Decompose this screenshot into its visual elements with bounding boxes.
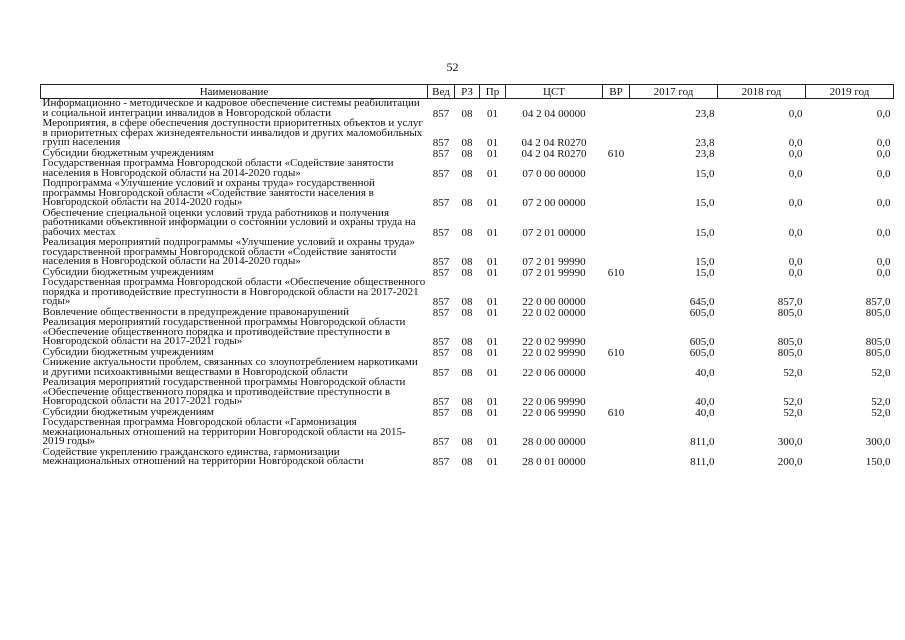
row-ved: 857 [432,296,450,308]
row-cst: 22 0 06 99990 [522,396,586,408]
row-rz: 08 [461,296,473,308]
row-2017: 15,0 [695,266,715,279]
row-vr [603,119,630,149]
row-rz: 08 [461,256,473,268]
row-name: Содействие укреплению гражданского единства, гармонизации межнациональных отношений на территории Новгородской области [42,445,364,467]
row-2019: 0,0 [876,266,891,279]
row-name: Государственная программа Новгородской области «Гармонизация межнациональных отношений на территории Новгородской области на 2015-2019 годы» [42,416,406,447]
row-2019: 805,0 [865,346,891,359]
row-2017: 40,0 [695,396,715,408]
header-cst: ЦСТ [506,85,603,99]
table-row [41,99,894,120]
header-pr: Пр [480,85,506,99]
row-pr: 01 [487,436,498,448]
row-pr: 01 [487,266,498,279]
row-ved: 857 [432,266,450,279]
row-2018: 52,0 [783,396,803,408]
row-rz: 08 [461,436,473,448]
row-2019: 150,0 [865,456,891,468]
header-vr: ВР [603,85,630,99]
header-rz: РЗ [455,85,480,99]
row-vr [603,378,630,408]
row-pr: 01 [487,336,498,348]
row-rz: 08 [461,406,473,419]
row-2017: 15,0 [695,256,715,268]
row-rz: 08 [461,366,473,379]
row-2017: 23,8 [695,147,715,160]
row-pr: 01 [487,396,498,408]
row-cst: 07 2 01 99990 [522,266,586,279]
row-pr: 01 [487,366,498,379]
row-name: Субсидии бюджетным учреждениям [42,146,214,159]
row-2019: 0,0 [876,197,891,209]
header-ved: Вед [428,85,455,99]
row-vr [603,358,630,378]
row-2017: 23,8 [695,107,715,120]
table-row [41,378,894,408]
row-ved: 857 [432,396,450,408]
row-2018: 857,0 [777,296,803,308]
row-vr: 610 [607,147,625,160]
row-rz: 08 [461,396,473,408]
table-row [41,209,894,239]
row-2018: 0,0 [788,226,803,239]
row-rz: 08 [461,346,473,359]
row-vr: 610 [607,406,625,419]
table-row [41,238,894,268]
row-ved: 857 [432,406,450,419]
row-2017: 15,0 [695,226,715,239]
row-vr [603,318,630,348]
table-row [41,358,894,378]
row-pr: 01 [487,256,498,268]
row-name: Субсидии бюджетным учреждениям [42,405,214,418]
row-rz: 08 [461,107,473,120]
row-vr: 610 [607,346,625,359]
row-2017: 40,0 [695,366,715,379]
row-cst: 07 2 00 00000 [522,197,586,209]
row-ved: 857 [432,306,450,319]
table-body [41,99,894,468]
row-2017: 40,0 [695,406,715,419]
row-2018: 200,0 [777,456,803,468]
page-number: 52 [446,60,459,74]
table-row [41,119,894,149]
row-vr [603,209,630,239]
row-2019: 52,0 [871,366,891,379]
table-row [41,278,894,308]
row-rz: 08 [461,226,473,239]
row-2017: 15,0 [695,167,715,180]
row-2019: 0,0 [876,256,891,268]
row-2019: 0,0 [876,226,891,239]
table-row [41,418,894,448]
row-2017: 23,8 [695,137,715,149]
row-ved: 857 [432,456,450,468]
row-2017: 605,0 [689,336,715,348]
row-name: Реализация мероприятий государственной программы Новгородской области «Обеспечение общественного порядка и противодействие преступности в Новгородской области на 2017-2021 годы» [42,316,406,347]
row-cst: 07 0 00 00000 [522,167,586,180]
row-2018: 52,0 [783,406,803,419]
row-pr: 01 [487,147,498,160]
row-pr: 01 [487,107,498,120]
row-ved: 857 [432,256,450,268]
header-2017: 2017 год [630,85,718,99]
row-rz: 08 [461,336,473,348]
row-rz: 08 [461,197,473,209]
row-ved: 857 [432,346,450,359]
row-vr [603,159,630,179]
row-vr [603,99,630,120]
row-cst: 22 0 00 00000 [522,296,586,308]
row-vr [603,278,630,308]
row-2018: 300,0 [777,436,803,448]
row-rz: 08 [461,266,473,279]
row-ved: 857 [432,167,450,180]
row-pr: 01 [487,197,498,209]
row-2017: 645,0 [689,296,715,308]
row-2019: 0,0 [876,167,891,180]
row-2019: 0,0 [876,107,891,120]
table-row [41,448,894,468]
row-cst: 04 2 04 R0270 [521,137,587,149]
row-2018: 0,0 [788,266,803,279]
row-pr: 01 [487,137,498,149]
row-vr [603,448,630,468]
row-cst: 22 0 02 00000 [522,306,586,319]
row-2018: 0,0 [788,167,803,180]
row-vr [603,179,630,209]
row-name: Обеспечение специальной оценки условий труда работников и получения работниками объективной информации о состоянии условий и охраны труда на рабочих местах [42,206,416,238]
row-cst: 28 0 01 00000 [522,456,586,468]
row-pr: 01 [487,226,498,239]
row-pr: 01 [487,296,498,308]
row-name: Снижение актуальности проблем, связанных со злоупотреблением наркотиками и другими психоактивными веществами в Новгородской области [42,356,418,378]
row-pr: 01 [487,406,498,419]
row-pr: 01 [487,346,498,359]
row-2018: 0,0 [788,256,803,268]
row-cst: 22 0 02 99990 [522,336,586,348]
row-2018: 0,0 [788,147,803,160]
row-cst: 22 0 06 99990 [522,406,586,419]
row-ved: 857 [432,137,450,149]
row-2018: 805,0 [777,346,803,359]
row-cst: 22 0 02 99990 [522,346,586,359]
row-vr [603,308,630,319]
row-cst: 04 2 04 R0270 [521,147,587,160]
row-2018: 0,0 [788,137,803,149]
row-2019: 52,0 [871,396,891,408]
table-row [41,179,894,209]
row-2017: 15,0 [695,197,715,209]
row-2017: 811,0 [690,456,715,468]
row-2018: 0,0 [788,107,803,120]
header-2018: 2018 год [718,85,806,99]
row-cst: 07 2 01 99990 [522,256,586,268]
row-2018: 805,0 [777,306,803,319]
row-pr: 01 [487,167,498,180]
row-name: Информационно - методическое и кадровое обеспечение системы реабилитации и социальной интеграции инвалидов в Новгородской области [42,97,420,119]
table-row [41,159,894,179]
row-cst: 07 2 01 00000 [522,226,586,239]
row-name: Вовлечение общественности в предупреждение правонарушений [42,305,350,318]
row-2019: 857,0 [865,296,891,308]
row-vr [603,418,630,448]
row-ved: 857 [432,107,450,120]
row-cst: 22 0 06 00000 [522,366,586,379]
row-2019: 0,0 [876,147,891,160]
row-name: Государственная программа Новгородской области «Содействие занятости населения в Новгородской области на 2014-2020 годы» [42,157,394,179]
row-name: Реализация мероприятий государственной программы Новгородской области «Обеспечение общественного порядка и противодействие преступности в Новгородской области на 2017-2021 годы» [42,376,406,407]
row-2019: 805,0 [865,336,891,348]
row-rz: 08 [461,306,473,319]
row-name: Субсидии бюджетным учреждениям [42,265,214,278]
row-2018: 805,0 [777,336,803,348]
budget-table [40,84,894,468]
row-2019: 300,0 [865,436,891,448]
row-pr: 01 [487,456,498,468]
row-pr: 01 [487,306,498,319]
row-ved: 857 [432,226,450,239]
row-cst: 04 2 04 00000 [522,107,586,120]
row-rz: 08 [461,167,473,180]
row-2019: 0,0 [876,137,891,149]
header-name: Наименование [41,85,428,99]
row-2017: 811,0 [690,436,715,448]
row-ved: 857 [432,336,450,348]
row-name: Мероприятия, в сфере обеспечения доступности приоритетных объектов и услуг в приоритетных сферах жизнедеятельности инвалидов и других маломобильных групп населения [42,117,423,148]
row-name: Государственная программа Новгородской области «Обеспечение общественного порядка и противодействие преступности в Новгородской области на 2017-2021 годы» [42,276,426,307]
row-ved: 857 [432,147,450,160]
row-vr [603,238,630,268]
row-name: Реализация мероприятий подпрограммы «Улучшение условий и охраны труда» государственной программы Новгородской области «Содействие занятости населения в Новгородской области на 2014-2020 годы» [42,236,415,267]
header-2019: 2019 год [806,85,894,99]
row-rz: 08 [461,456,473,468]
row-name: Подпрограмма «Улучшение условий и охраны труда» государственной программы Новгородской области «Содействие занятости населения в Новгородской области на 2014-2020 годы» [42,177,375,208]
row-name: Субсидии бюджетным учреждениям [42,345,214,358]
row-rz: 08 [461,137,473,149]
row-rz: 08 [461,147,473,160]
row-vr: 610 [607,266,625,279]
table-row [41,318,894,348]
row-2019: 805,0 [865,306,891,319]
row-ved: 857 [432,197,450,209]
row-2018: 0,0 [788,197,803,209]
row-ved: 857 [432,436,450,448]
row-2017: 605,0 [689,346,715,359]
row-2017: 605,0 [689,306,715,319]
row-ved: 857 [432,366,450,379]
row-cst: 28 0 00 00000 [522,436,586,448]
row-2018: 52,0 [783,366,803,379]
row-2019: 52,0 [871,406,891,419]
